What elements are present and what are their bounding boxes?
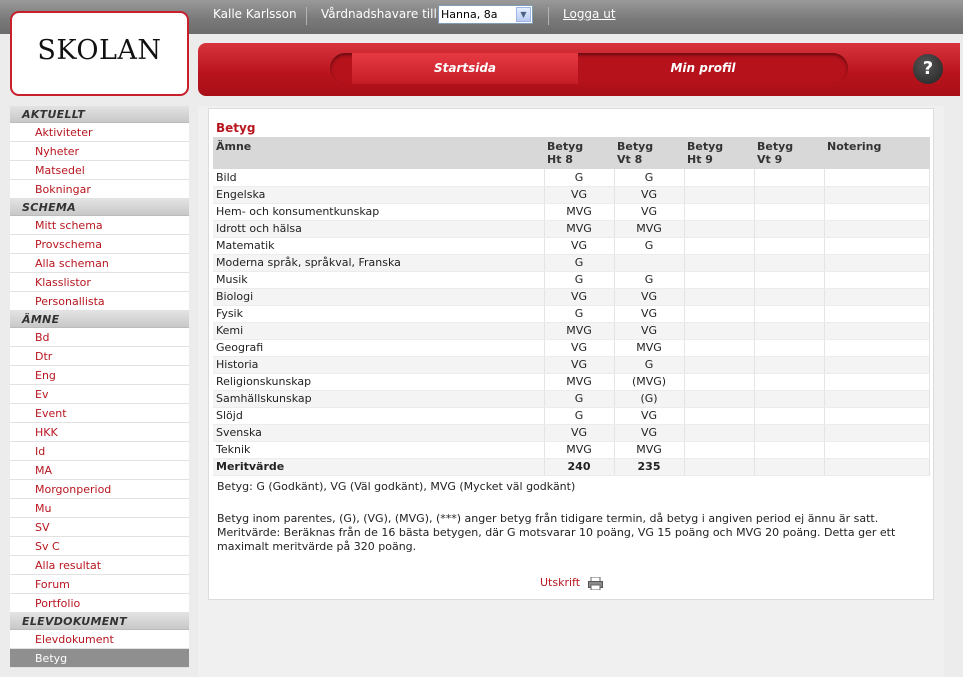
grade-cell	[824, 203, 930, 220]
grade-cell: G	[614, 169, 684, 186]
table-row	[213, 305, 930, 322]
child-select-value: Hanna, 8a	[441, 8, 498, 21]
table-row	[213, 254, 930, 271]
table-row	[213, 169, 930, 186]
sidebar-item-hkk[interactable]: HKK	[10, 423, 189, 442]
grade-cell	[754, 254, 824, 271]
page-title: Betyg	[216, 121, 256, 135]
sidebar-item-alla-scheman[interactable]: Alla scheman	[10, 254, 189, 273]
logo-text: SKOLAN	[37, 35, 162, 66]
sidebar-item-dtr[interactable]: Dtr	[10, 347, 189, 366]
grade-cell	[824, 169, 930, 186]
grade-cell	[754, 322, 824, 339]
subject-cell: Engelska	[213, 186, 544, 203]
grade-cell	[754, 407, 824, 424]
subject-cell: Hem- och konsumentkunskap	[213, 203, 544, 220]
grade-cell: VG	[614, 407, 684, 424]
grade-cell	[824, 441, 930, 458]
grade-cell	[684, 305, 754, 322]
table-row	[213, 203, 930, 220]
grade-cell: G	[544, 305, 614, 322]
subject-cell: Religionskunskap	[213, 373, 544, 390]
child-select[interactable]	[438, 5, 533, 24]
column-header	[213, 137, 544, 169]
grade-cell	[824, 322, 930, 339]
grade-cell: MVG	[614, 441, 684, 458]
grade-notes	[217, 480, 927, 572]
grade-cell: VG	[544, 339, 614, 356]
grade-cell: G	[544, 407, 614, 424]
sidebar-item-klasslistor[interactable]: Klasslistor	[10, 273, 189, 292]
grade-cell: MVG	[544, 203, 614, 220]
nav-tabs	[330, 53, 848, 84]
sidebar-item-matsedel[interactable]: Matsedel	[10, 161, 189, 180]
grade-cell	[824, 305, 930, 322]
grade-cell	[824, 339, 930, 356]
subject-cell: Matematik	[213, 237, 544, 254]
table-row	[213, 237, 930, 254]
grade-cell	[824, 424, 930, 441]
grade-cell	[684, 288, 754, 305]
grade-cell	[754, 305, 824, 322]
sidebar-item-aktiviteter[interactable]: Aktiviteter	[10, 123, 189, 142]
grade-cell	[754, 390, 824, 407]
grade-cell: MVG	[544, 441, 614, 458]
grade-cell	[754, 441, 824, 458]
chevron-down-icon[interactable]: ▼	[516, 7, 531, 22]
grade-cell	[684, 271, 754, 288]
sidebar-item-alla-resultat[interactable]: Alla resultat	[10, 556, 189, 575]
subject-cell: Slöjd	[213, 407, 544, 424]
sidebar-section-title: ÄMNE	[10, 311, 189, 328]
table-row	[213, 186, 930, 203]
table-row	[213, 458, 930, 475]
column-header-line: Betyg	[687, 140, 724, 153]
sidebar-item-sv[interactable]: SV	[10, 518, 189, 537]
grade-cell	[754, 220, 824, 237]
sidebar-item-morgonperiod[interactable]: Morgonperiod	[10, 480, 189, 499]
table-row	[213, 407, 930, 424]
column-header	[544, 137, 614, 169]
grade-cell	[684, 203, 754, 220]
sidebar	[10, 106, 189, 668]
table-row	[213, 390, 930, 407]
sidebar-section-title: ELEVDOKUMENT	[10, 613, 189, 630]
grade-cell	[684, 458, 754, 475]
sidebar-section-title: SCHEMA	[10, 199, 189, 216]
sidebar-item-personallista[interactable]: Personallista	[10, 292, 189, 311]
grade-cell	[824, 458, 930, 475]
column-header-line: Notering	[827, 140, 882, 153]
sidebar-item-event[interactable]: Event	[10, 404, 189, 423]
grade-cell	[614, 254, 684, 271]
grade-cell: G	[544, 271, 614, 288]
grade-cell: G	[614, 237, 684, 254]
grade-cell	[824, 220, 930, 237]
grade-cell	[824, 271, 930, 288]
grade-cell	[824, 390, 930, 407]
grade-cell	[754, 339, 824, 356]
printer-icon	[588, 577, 603, 590]
grade-cell: (G)	[614, 390, 684, 407]
table-row	[213, 424, 930, 441]
grade-cell: VG	[544, 356, 614, 373]
grade-cell: G	[614, 356, 684, 373]
grade-cell	[684, 373, 754, 390]
grade-cell	[824, 254, 930, 271]
grade-cell	[824, 237, 930, 254]
grade-cell: VG	[614, 305, 684, 322]
grade-cell	[754, 169, 824, 186]
grade-cell	[684, 339, 754, 356]
column-header	[754, 137, 824, 169]
table-row	[213, 220, 930, 237]
grade-cell	[754, 356, 824, 373]
sidebar-item-elevdokument[interactable]: Elevdokument	[10, 630, 189, 649]
grade-cell: MVG	[544, 322, 614, 339]
grade-cell: VG	[614, 424, 684, 441]
table-row	[213, 356, 930, 373]
subject-cell: Idrott och hälsa	[213, 220, 544, 237]
grade-cell	[684, 356, 754, 373]
grade-cell	[684, 322, 754, 339]
grade-cell: G	[544, 390, 614, 407]
column-header	[614, 137, 684, 169]
column-header-line: Betyg	[757, 140, 794, 153]
grade-cell	[684, 220, 754, 237]
sidebar-item-betyg[interactable]: Betyg	[10, 649, 189, 668]
grade-cell	[684, 169, 754, 186]
sidebar-item-portfolio[interactable]: Portfolio	[10, 594, 189, 613]
grade-cell: MVG	[544, 373, 614, 390]
print-link[interactable]	[540, 576, 603, 590]
column-header-line: Betyg	[617, 140, 654, 153]
logout-link[interactable]: Logga ut	[563, 7, 616, 21]
grade-cell: G	[544, 169, 614, 186]
subject-cell: Fysik	[213, 305, 544, 322]
grades-panel	[208, 108, 934, 600]
tab-min-profil[interactable]: Min profil	[670, 61, 736, 75]
grade-cell	[754, 288, 824, 305]
grade-cell: VG	[614, 322, 684, 339]
subject-cell: Musik	[213, 271, 544, 288]
sidebar-item-id[interactable]: Id	[10, 442, 189, 461]
table-row	[213, 271, 930, 288]
grade-cell	[754, 373, 824, 390]
grade-cell: MVG	[614, 339, 684, 356]
sidebar-section-title: AKTUELLT	[10, 106, 189, 123]
subject-cell: Meritvärde	[213, 458, 544, 475]
column-header-line: Ämne	[216, 140, 252, 153]
parentheses-note: Betyg inom parentes, (G), (VG), (MVG), (***) anger betyg från tidigare termin, då betyg i angiven period ej ännu är satt.	[217, 512, 879, 525]
grade-cell	[684, 407, 754, 424]
grade-cell: VG	[544, 237, 614, 254]
print-label: Utskrift	[540, 576, 581, 589]
column-header	[684, 137, 754, 169]
grade-cell	[684, 424, 754, 441]
grade-cell	[824, 373, 930, 390]
grade-cell	[684, 237, 754, 254]
grade-cell	[754, 458, 824, 475]
grade-cell	[754, 203, 824, 220]
subject-cell: Geografi	[213, 339, 544, 356]
separator	[306, 7, 307, 25]
subject-cell: Historia	[213, 356, 544, 373]
subject-cell: Moderna språk, språkval, Franska	[213, 254, 544, 271]
column-header-line: Vt 8	[617, 153, 643, 166]
table-row	[213, 373, 930, 390]
grade-cell: G	[614, 271, 684, 288]
grade-cell	[824, 407, 930, 424]
separator	[548, 7, 549, 25]
table-row	[213, 288, 930, 305]
grade-cell	[684, 390, 754, 407]
sidebar-item-ev[interactable]: Ev	[10, 385, 189, 404]
grade-cell	[754, 237, 824, 254]
grade-cell	[754, 271, 824, 288]
subject-cell: Kemi	[213, 322, 544, 339]
school-logo[interactable]	[10, 11, 189, 96]
grade-cell: 235	[614, 458, 684, 475]
subject-cell: Bild	[213, 169, 544, 186]
column-header-line: Ht 9	[687, 153, 713, 166]
grades-table	[213, 137, 930, 476]
sidebar-item-mitt-schema[interactable]: Mitt schema	[10, 216, 189, 235]
grade-cell	[684, 441, 754, 458]
grade-cell: MVG	[614, 220, 684, 237]
grade-cell: VG	[544, 424, 614, 441]
sidebar-item-ma[interactable]: MA	[10, 461, 189, 480]
grade-cell	[754, 424, 824, 441]
grade-cell: (MVG)	[614, 373, 684, 390]
table-header-row	[213, 137, 930, 169]
grade-cell: 240	[544, 458, 614, 475]
merit-note: Meritvärde: Beräknas från de 16 bästa betygen, där G motsvarar 10 poäng, VG 15 poäng och MVG 20 poäng. Detta ger ett maximalt meritvärde på 320 poäng.	[217, 526, 896, 553]
subject-cell: Teknik	[213, 441, 544, 458]
sidebar-item-mu[interactable]: Mu	[10, 499, 189, 518]
grade-cell: VG	[544, 288, 614, 305]
grade-legend: Betyg: G (Godkänt), VG (Väl godkänt), MVG (Mycket väl godkänt)	[217, 480, 576, 493]
grade-cell: VG	[614, 288, 684, 305]
grade-cell: MVG	[544, 220, 614, 237]
sidebar-item-nyheter[interactable]: Nyheter	[10, 142, 189, 161]
grade-cell: VG	[544, 186, 614, 203]
grade-cell: VG	[614, 203, 684, 220]
grade-cell	[684, 254, 754, 271]
column-header	[824, 137, 930, 169]
sidebar-item-provschema[interactable]: Provschema	[10, 235, 189, 254]
grade-cell: VG	[614, 186, 684, 203]
column-header-line: Betyg	[547, 140, 584, 153]
column-header-line: Ht 8	[547, 153, 573, 166]
grade-cell	[824, 288, 930, 305]
subject-cell: Biologi	[213, 288, 544, 305]
sidebar-item-bokningar[interactable]: Bokningar	[10, 180, 189, 199]
guardian-label: Vårdnadshavare till	[321, 7, 437, 21]
sidebar-item-sv-c[interactable]: Sv C	[10, 537, 189, 556]
help-icon[interactable]: ?	[913, 54, 943, 84]
grade-cell	[684, 186, 754, 203]
sidebar-item-bd[interactable]: Bd	[10, 328, 189, 347]
grade-cell	[754, 186, 824, 203]
table-row	[213, 441, 930, 458]
column-header-line: Vt 9	[757, 153, 783, 166]
table-row	[213, 322, 930, 339]
subject-cell: Svenska	[213, 424, 544, 441]
user-name: Kalle Karlsson	[213, 7, 297, 21]
main-content	[198, 106, 944, 677]
sidebar-item-eng[interactable]: Eng	[10, 366, 189, 385]
tab-startsida[interactable]: Startsida	[352, 53, 578, 84]
subject-cell: Samhällskunskap	[213, 390, 544, 407]
table-row	[213, 339, 930, 356]
sidebar-item-forum[interactable]: Forum	[10, 575, 189, 594]
grade-cell: G	[544, 254, 614, 271]
grade-cell	[824, 356, 930, 373]
main-nav	[198, 43, 960, 96]
page-edge	[944, 96, 963, 677]
grade-cell	[824, 186, 930, 203]
